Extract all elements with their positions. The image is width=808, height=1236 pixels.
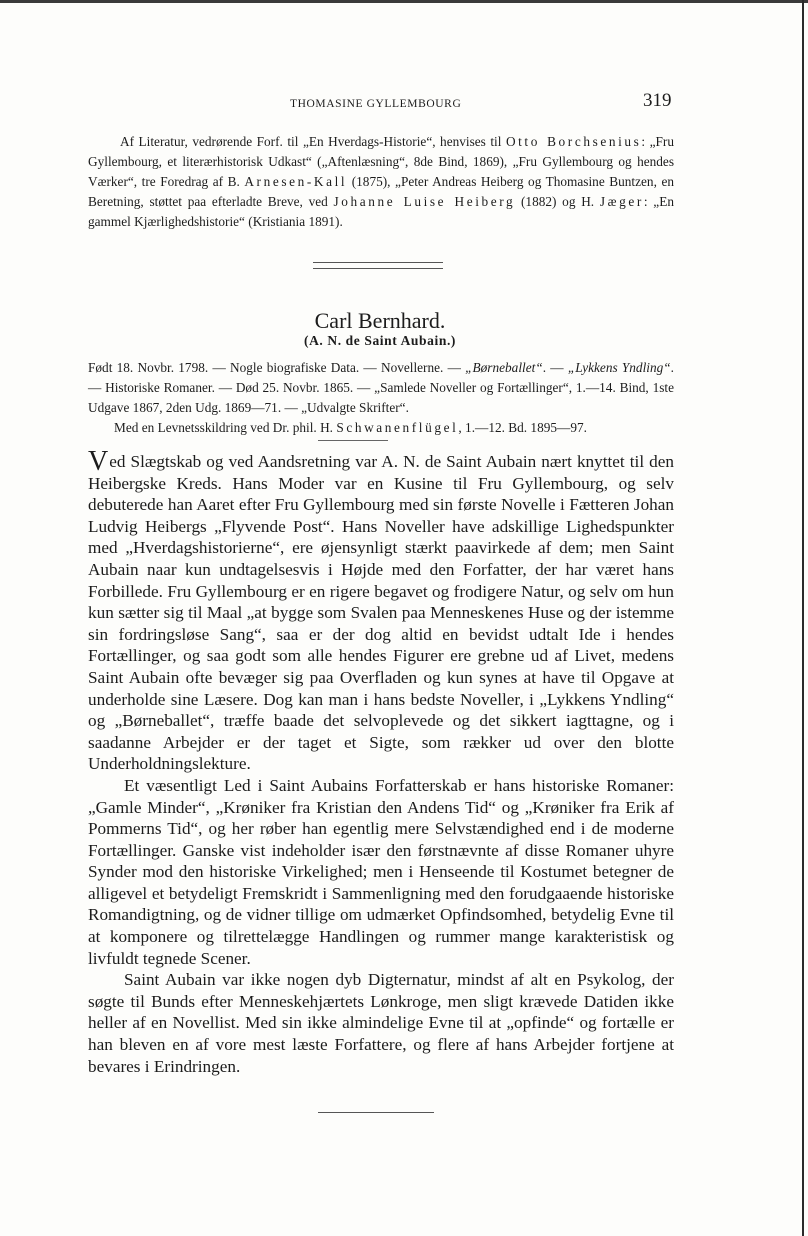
chapter-subtitle: (A. N. de Saint Aubain.) [303,333,457,348]
section-divider [313,262,443,269]
summary-text: . — Historiske Romaner. — Død 25. Novbr. 1865. — „Samlede Noveller og Fortællinger“, 1.—14. Bind, 1ste Udgave 1867, 2den Udg. 1869—71. — „Udvalgte Skrifter“. [88,360,674,415]
summary-text: . — [542,360,568,375]
literature-note [88,132,674,232]
body-paragraph-2: Et væsentligt Led i Saint Aubains Forfatterskab er hans historiske Romaner: „Gamle Minder“, „Krøniker fra Kristian den Andens Tid“ og „Krøniker fra Erik af Pommerns Tid“, og her røber han egentlig mere Selvstændighed end i de moderne Fortællinger. Ganske vist indeholder især den førstnævnte af disse Romaner uhyre Synder mod den historiske Virkelighed; men i Henseende til Kostumet betegner de alligevel et betydeligt Fremskridt i Sammenligning med den forudgaaende historiske Romandigtning, og de vidner tillige om udmærket Opfindsomhed, betydelig Evne til at komponere og tilrettelægge Handlingen og rummer mange karakteristisk og livfuldt tegnede Scener. [88,775,674,968]
literature-author: Otto Borchsenius [505,134,642,149]
summary-divider [318,440,388,441]
scan-right-edge [802,0,804,1236]
chapter-summary [88,358,674,438]
scan-top-edge [0,0,808,3]
literature-text: (1875), „Peter Andreas Heiberg og Thomasine Buntzen, en Beretning, støttet paa efterladte Breve, ved [88,174,674,209]
literature-text: : „En gammel Kjærlighedshistorie“ (Kristiania 1891). [88,194,674,229]
summary-paragraph [88,358,674,418]
literature-paragraph [88,132,674,232]
summary-paragraph [88,418,674,438]
body-paragraph-3: Saint Aubain var ikke nogen dyb Digternatur, mindst af alt en Psykolog, der søgte til Bunds efter Menneskehjærtets Lønkroge, men sligt krævede Datiden ikke heller af en Novellist. Med sin ikke almindelige Evne til at „opfinde“ og fortælle er han bleven en af vore mest læste Forfattere, og flere af hans Arbejder fortjene at bevares i Erindringen. [88,970,674,1076]
literature-author: Johanne Luise Heiberg [333,194,516,209]
page-number: 319 [643,90,672,111]
literature-text: (1882) og H. [515,194,600,209]
literature-text: : „Fru Gyllembourg, et literærhistorisk Udkast“ („Aftenlæsning“, 8de Bind, 1869), „Fru Gyllembourg og hendes Værker“, tre Foredrag af B. [88,134,674,189]
summary-text: Født 18. Novbr. 1798. — Nogle biografiske Data. — Novellerne. — [88,360,466,375]
chapter-body [88,446,674,1077]
literature-text: Af Literatur, vedrørende Forf. til „En Hverdags-Historie“, henvises til [120,134,506,149]
summary-italic-title: „Børneballet“ [465,360,543,375]
end-divider [318,1112,434,1113]
body-paragraph-1-text: ed Slægtskab og ved Aandsretning var A. N. de Saint Aubain nært knyttet til den Heibergske Kreds. Hans Moder var en Kusine til Fru Gyllembourg, og selv debuterede han Aaret efter Fru Gyllembourg med sin første Novelle i Fætteren Johan Ludvig Heibergs „Flyvende Post“. Hans Noveller have adskillige Lighedspunkter med „Hverdagshistorierne“, ere øjensynligt stærkt paavirkede af dem; men Saint Aubain naar kun undtagelsesvis i Højde med den Forfatter, der har været hans Forbillede. Fru Gyllembourg er en rigere begavet og frodigere Natur, og selv om hun kun sætter sig til Maal „at bygge som Svalen paa Menneskenes Huse og der istemme sin fordringsløse Sang“, saa er der dog altid en bevidst udtalt Ide i hendes Fortællinger, og saa godt som alle hendes Figurer ere grebne ud af Livet, medens Saint Aubain ofte bevæger sig paa Overfladen og kun synes at have til Opgave at underholde sine Læsere. Dog kan man i hans bedste Noveller, i „Lykkens Yndling“ og „Børneballet“, træffe baade det selvoplevede og det sikkert iagttagne, og i saadanne Arbejder er der taget et Sigte, som rækker ud over den blotte Underholdningslekture. [88,452,674,774]
body-paragraph-1 [88,446,674,775]
running-title: THOMASINE GYLLEMBOURG [290,98,462,110]
summary-italic-title: „Lykkens Yndling“ [567,360,671,375]
chapter-title: Carl Bernhard. [314,308,446,333]
summary-author: Schwanenflügel [336,420,459,435]
literature-author: Jæger [599,194,644,209]
summary-text: , 1.—12. Bd. 1895—97. [458,420,587,435]
literature-author: Arnesen-Kall [244,174,348,189]
drop-cap: V [88,446,109,477]
summary-text: Med en Levnetsskildring ved Dr. phil. H. [114,420,337,435]
